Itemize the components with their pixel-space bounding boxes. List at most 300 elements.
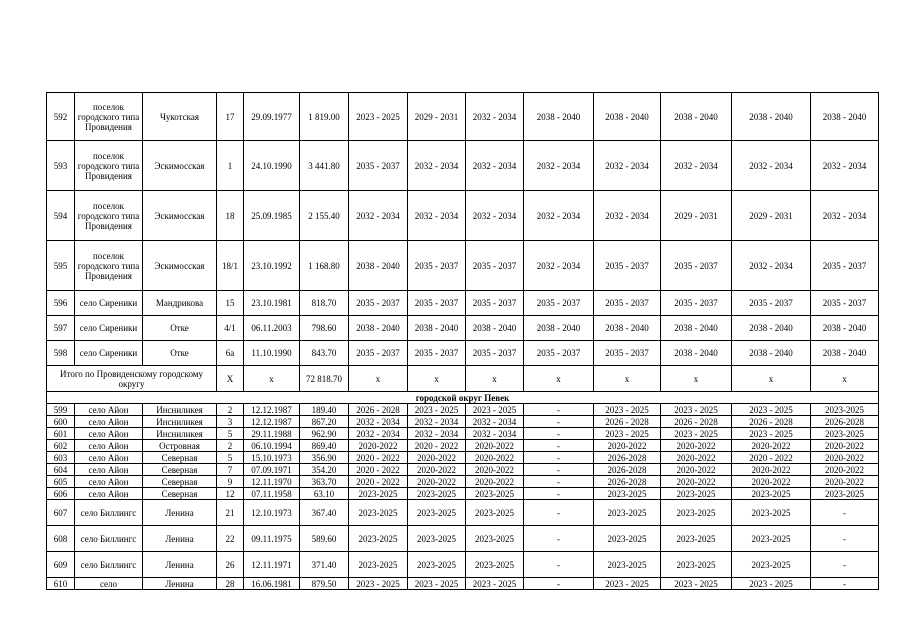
period-cell: 2023 - 2025 [594, 404, 661, 416]
period-cell: 2023 - 2025 [349, 578, 408, 590]
house-number: 1 [217, 141, 244, 191]
period-cell: 2029 - 2031 [732, 191, 811, 241]
period-cell: 2020-2022 [466, 476, 524, 488]
period-cell: 2035 - 2037 [732, 291, 811, 316]
period-cell: 2026 - 2028 [349, 404, 408, 416]
table-row [47, 488, 879, 500]
period-cell: 2026-2028 [594, 464, 661, 476]
period-cell: 2023-2025 [661, 488, 732, 500]
period-cell: 2023-2025 [661, 526, 732, 552]
street: Отке [143, 316, 217, 341]
commission-date: 23.10.1981 [244, 291, 300, 316]
settlement: поселок городского типа Провидения [75, 93, 143, 141]
house-number: 7 [217, 464, 244, 476]
settlement: село [75, 578, 143, 590]
area: 3 441.80 [300, 141, 349, 191]
period-cell: 2035 - 2037 [408, 341, 466, 366]
area: 189.40 [300, 404, 349, 416]
period-cell: 2035 - 2037 [661, 241, 732, 291]
commission-date: 07.09.1971 [244, 464, 300, 476]
row-number: 592 [47, 93, 75, 141]
period-cell: 2032 - 2034 [466, 416, 524, 428]
period-cell: 2032 - 2034 [466, 428, 524, 440]
period-cell: 2032 - 2034 [594, 191, 661, 241]
total-period-cell: x [408, 366, 466, 392]
house-number: 26 [217, 552, 244, 578]
area: 843.70 [300, 341, 349, 366]
commission-date: 25.09.1985 [244, 191, 300, 241]
period-cell: 2035 - 2037 [466, 291, 524, 316]
total-period-cell: x [349, 366, 408, 392]
period-cell: 2020-2022 [661, 440, 732, 452]
total-period-cell: x [732, 366, 811, 392]
settlement: село Сиреники [75, 341, 143, 366]
period-cell: - [524, 440, 594, 452]
period-cell: 2020 - 2022 [408, 440, 466, 452]
period-cell: 2035 - 2037 [349, 291, 408, 316]
period-cell: 2038 - 2040 [594, 93, 661, 141]
total-house: X [217, 366, 244, 392]
commission-date: 12.12.1987 [244, 404, 300, 416]
row-number: 603 [47, 452, 75, 464]
period-cell: 2023-2025 [732, 526, 811, 552]
table-row [47, 291, 879, 316]
period-cell: 2020-2022 [408, 464, 466, 476]
row-number: 600 [47, 416, 75, 428]
period-cell: - [811, 578, 879, 590]
period-cell: 2038 - 2040 [408, 316, 466, 341]
period-cell: - [811, 552, 879, 578]
period-cell: 2038 - 2040 [732, 93, 811, 141]
period-cell: 2035 - 2037 [524, 291, 594, 316]
table-row [47, 241, 879, 291]
period-cell: 2020-2022 [466, 464, 524, 476]
row-number: 599 [47, 404, 75, 416]
period-cell: 2020-2022 [466, 440, 524, 452]
period-cell: - [811, 526, 879, 552]
period-cell: 2035 - 2037 [594, 241, 661, 291]
period-cell: 2032 - 2034 [524, 141, 594, 191]
period-cell: 2038 - 2040 [661, 341, 732, 366]
commission-date: 07.11.1958 [244, 488, 300, 500]
period-cell: 2032 - 2034 [732, 141, 811, 191]
period-cell: 2023-2025 [811, 488, 879, 500]
period-cell: 2038 - 2040 [811, 93, 879, 141]
table-body [47, 93, 879, 590]
period-cell: 2035 - 2037 [524, 341, 594, 366]
settlement: поселок городского типа Провидения [75, 241, 143, 291]
house-number: 2 [217, 404, 244, 416]
area: 589.60 [300, 526, 349, 552]
settlement: село Биллингс [75, 526, 143, 552]
row-number: 596 [47, 291, 75, 316]
commission-date: 29.09.1977 [244, 93, 300, 141]
commission-date: 16.06.1981 [244, 578, 300, 590]
period-cell: - [524, 500, 594, 526]
period-cell: - [524, 452, 594, 464]
row-number: 608 [47, 526, 75, 552]
table-row [47, 341, 879, 366]
period-cell: 2023 - 2025 [466, 578, 524, 590]
street: Эскимосская [143, 141, 217, 191]
period-cell: 2038 - 2040 [811, 341, 879, 366]
period-cell: - [524, 416, 594, 428]
street: Инсниликея [143, 416, 217, 428]
commission-date: 15.10.1973 [244, 452, 300, 464]
street: Северная [143, 476, 217, 488]
period-cell: 2023-2025 [594, 526, 661, 552]
table-row [47, 141, 879, 191]
table-row [47, 452, 879, 464]
period-cell: 2032 - 2034 [524, 241, 594, 291]
table-row [47, 428, 879, 440]
period-cell: 2020-2022 [594, 440, 661, 452]
area: 867.20 [300, 416, 349, 428]
table-row [47, 464, 879, 476]
area: 371.40 [300, 552, 349, 578]
settlement: село Биллингс [75, 500, 143, 526]
period-cell: 2023 - 2025 [732, 404, 811, 416]
period-cell: 2023-2025 [661, 500, 732, 526]
table-row [47, 440, 879, 452]
period-cell: - [524, 476, 594, 488]
period-cell: 2032 - 2034 [466, 141, 524, 191]
period-cell: 2023 - 2025 [594, 428, 661, 440]
table-row [47, 552, 879, 578]
area: 962.90 [300, 428, 349, 440]
settlement: поселок городского типа Провидения [75, 191, 143, 241]
period-cell: 2035 - 2037 [661, 291, 732, 316]
period-cell: 2038 - 2040 [466, 316, 524, 341]
area: 818.70 [300, 291, 349, 316]
period-cell: 2020-2022 [661, 452, 732, 464]
row-number: 597 [47, 316, 75, 341]
area: 363.70 [300, 476, 349, 488]
period-cell: 2032 - 2034 [466, 93, 524, 141]
period-cell: - [524, 578, 594, 590]
period-cell: 2023-2025 [594, 488, 661, 500]
commission-date: 24.10.1990 [244, 141, 300, 191]
period-cell: 2035 - 2037 [466, 341, 524, 366]
period-cell: 2038 - 2040 [524, 93, 594, 141]
commission-date: 09.11.1975 [244, 526, 300, 552]
period-cell: 2023-2025 [594, 500, 661, 526]
period-cell: 2020 - 2022 [349, 464, 408, 476]
settlement: село Айон [75, 440, 143, 452]
period-cell: 2023 - 2025 [661, 578, 732, 590]
period-cell: 2023-2025 [349, 488, 408, 500]
period-cell: 2023-2025 [349, 500, 408, 526]
area: 367.40 [300, 500, 349, 526]
period-cell: 2035 - 2037 [466, 241, 524, 291]
area: 798.60 [300, 316, 349, 341]
street: Ленина [143, 500, 217, 526]
period-cell: 2038 - 2040 [732, 316, 811, 341]
commission-date: 06.10.1994 [244, 440, 300, 452]
period-cell: - [811, 500, 879, 526]
period-cell: 2032 - 2034 [661, 141, 732, 191]
street: Северная [143, 488, 217, 500]
street: Северная [143, 464, 217, 476]
period-cell: 2023 - 2025 [594, 578, 661, 590]
settlement: село Айон [75, 452, 143, 464]
period-cell: 2023-2025 [349, 526, 408, 552]
period-cell: 2023-2025 [466, 488, 524, 500]
row-number: 610 [47, 578, 75, 590]
period-cell: 2023-2025 [408, 488, 466, 500]
settlement: село Айон [75, 416, 143, 428]
period-cell: 2038 - 2040 [349, 241, 408, 291]
period-cell: 2032 - 2034 [349, 191, 408, 241]
period-cell: 2023-2025 [349, 552, 408, 578]
house-number: 2 [217, 440, 244, 452]
period-cell: 2020-2022 [466, 452, 524, 464]
row-number: 605 [47, 476, 75, 488]
table-row [47, 578, 879, 590]
commission-date: 29.11.1988 [244, 428, 300, 440]
period-cell: 2026-2028 [594, 476, 661, 488]
period-cell: 2023-2025 [466, 552, 524, 578]
street: Ленина [143, 578, 217, 590]
row-number: 607 [47, 500, 75, 526]
area: 63.10 [300, 488, 349, 500]
settlement: село Айон [75, 488, 143, 500]
house-number: 18/1 [217, 241, 244, 291]
period-cell: 2020 - 2022 [732, 452, 811, 464]
period-cell: 2026-2028 [594, 452, 661, 464]
street: Ленина [143, 526, 217, 552]
commission-date: 12.12.1987 [244, 416, 300, 428]
period-cell: 2032 - 2034 [524, 191, 594, 241]
period-cell: 2032 - 2034 [466, 191, 524, 241]
period-cell: 2032 - 2034 [349, 416, 408, 428]
period-cell: 2023-2025 [811, 428, 879, 440]
period-cell: 2023 - 2025 [408, 578, 466, 590]
house-number: 17 [217, 93, 244, 141]
document-page [46, 92, 878, 590]
table-row [47, 416, 879, 428]
period-cell: 2032 - 2034 [811, 191, 879, 241]
period-cell: 2035 - 2037 [349, 341, 408, 366]
area: 354.20 [300, 464, 349, 476]
table-row [47, 191, 879, 241]
period-cell: 2038 - 2040 [811, 316, 879, 341]
period-cell: 2035 - 2037 [594, 341, 661, 366]
section-title: городской округ Певек [47, 392, 879, 404]
period-cell: 2026-2028 [811, 416, 879, 428]
total-area: 72 818.70 [300, 366, 349, 392]
total-date: x [244, 366, 300, 392]
period-cell: 2023 - 2025 [466, 404, 524, 416]
period-cell: - [524, 488, 594, 500]
street: Северная [143, 452, 217, 464]
period-cell: 2038 - 2040 [594, 316, 661, 341]
period-cell: 2023-2025 [408, 500, 466, 526]
period-cell: 2020-2022 [811, 476, 879, 488]
settlement: село Айон [75, 404, 143, 416]
row-number: 595 [47, 241, 75, 291]
settlement: село Биллингс [75, 552, 143, 578]
street: Чукотская [143, 93, 217, 141]
period-cell: 2023 - 2025 [349, 93, 408, 141]
period-cell: 2020-2022 [732, 464, 811, 476]
area: 869.40 [300, 440, 349, 452]
repair-schedule-table [46, 92, 879, 590]
commission-date: 06.11.2003 [244, 316, 300, 341]
period-cell: 2020-2022 [349, 440, 408, 452]
row-number: 601 [47, 428, 75, 440]
period-cell: 2023-2025 [732, 500, 811, 526]
row-number: 604 [47, 464, 75, 476]
period-cell: - [524, 526, 594, 552]
table-row [47, 93, 879, 141]
street: Мандрикова [143, 291, 217, 316]
period-cell: 2038 - 2040 [661, 93, 732, 141]
house-number: 5 [217, 452, 244, 464]
period-cell: 2035 - 2037 [811, 291, 879, 316]
street: Ленина [143, 552, 217, 578]
house-number: 28 [217, 578, 244, 590]
row-number: 606 [47, 488, 75, 500]
table-row [47, 526, 879, 552]
area: 356.90 [300, 452, 349, 464]
house-number: 5 [217, 428, 244, 440]
period-cell: 2032 - 2034 [349, 428, 408, 440]
area: 1 819.00 [300, 93, 349, 141]
settlement: село Айон [75, 428, 143, 440]
house-number: 18 [217, 191, 244, 241]
period-cell: - [524, 428, 594, 440]
section-header-row [47, 392, 879, 404]
period-cell: 2020-2022 [811, 464, 879, 476]
period-cell: 2026 - 2028 [732, 416, 811, 428]
row-number: 598 [47, 341, 75, 366]
total-period-cell: x [811, 366, 879, 392]
commission-date: 23.10.1992 [244, 241, 300, 291]
period-cell: 2023-2025 [594, 552, 661, 578]
area: 1 168.80 [300, 241, 349, 291]
table-row [47, 476, 879, 488]
street: Отке [143, 341, 217, 366]
period-cell: 2020-2022 [661, 476, 732, 488]
period-cell: 2023 - 2025 [661, 428, 732, 440]
period-cell: 2032 - 2034 [408, 416, 466, 428]
commission-date: 12.11.1970 [244, 476, 300, 488]
settlement: село Сиреники [75, 316, 143, 341]
street: Инсниликея [143, 428, 217, 440]
period-cell: 2035 - 2037 [594, 291, 661, 316]
period-cell: 2020-2022 [408, 476, 466, 488]
period-cell: 2035 - 2037 [408, 241, 466, 291]
period-cell: 2038 - 2040 [524, 316, 594, 341]
period-cell: 2029 - 2031 [661, 191, 732, 241]
street: Островная [143, 440, 217, 452]
period-cell: - [524, 404, 594, 416]
period-cell: 2023-2025 [661, 552, 732, 578]
row-number: 594 [47, 191, 75, 241]
street: Эскимосская [143, 191, 217, 241]
total-label: Итого по Провиденскому городскому округу [47, 366, 217, 392]
period-cell: 2023-2025 [732, 552, 811, 578]
row-number: 593 [47, 141, 75, 191]
street: Эскимосская [143, 241, 217, 291]
period-cell: 2032 - 2034 [732, 241, 811, 291]
period-cell: 2026 - 2028 [594, 416, 661, 428]
period-cell: 2020 - 2022 [349, 452, 408, 464]
period-cell: 2020-2022 [811, 440, 879, 452]
period-cell: 2023 - 2025 [661, 404, 732, 416]
period-cell: 2038 - 2040 [732, 341, 811, 366]
period-cell: 2038 - 2040 [661, 316, 732, 341]
period-cell: 2038 - 2040 [349, 316, 408, 341]
row-number: 602 [47, 440, 75, 452]
period-cell: 2020-2022 [811, 452, 879, 464]
period-cell: 2020-2022 [408, 452, 466, 464]
table-row [47, 500, 879, 526]
period-cell: 2023-2025 [732, 488, 811, 500]
commission-date: 12.10.1973 [244, 500, 300, 526]
period-cell: 2032 - 2034 [811, 141, 879, 191]
period-cell: 2032 - 2034 [594, 141, 661, 191]
period-cell: 2026 - 2028 [661, 416, 732, 428]
row-number: 609 [47, 552, 75, 578]
period-cell: 2035 - 2037 [349, 141, 408, 191]
house-number: 3 [217, 416, 244, 428]
commission-date: 12.11.1971 [244, 552, 300, 578]
period-cell: 2035 - 2037 [811, 241, 879, 291]
period-cell: 2020-2022 [661, 464, 732, 476]
settlement: село Айон [75, 464, 143, 476]
period-cell: 2023-2025 [466, 500, 524, 526]
period-cell: 2035 - 2037 [408, 291, 466, 316]
house-number: 9 [217, 476, 244, 488]
total-period-cell: x [661, 366, 732, 392]
house-number: 22 [217, 526, 244, 552]
period-cell: 2023 - 2025 [732, 578, 811, 590]
period-cell: 2020-2022 [732, 476, 811, 488]
period-cell: 2032 - 2034 [408, 191, 466, 241]
period-cell: 2020-2022 [732, 440, 811, 452]
total-period-cell: x [524, 366, 594, 392]
period-cell: 2023-2025 [811, 404, 879, 416]
table-row [47, 404, 879, 416]
house-number: 15 [217, 291, 244, 316]
area: 879.50 [300, 578, 349, 590]
house-number: 6а [217, 341, 244, 366]
settlement: поселок городского типа Провидения [75, 141, 143, 191]
table-row [47, 316, 879, 341]
period-cell: - [524, 464, 594, 476]
period-cell: 2023-2025 [408, 552, 466, 578]
settlement: село Сиреники [75, 291, 143, 316]
period-cell: 2029 - 2031 [408, 93, 466, 141]
period-cell: - [524, 552, 594, 578]
street: Инсниликея [143, 404, 217, 416]
commission-date: 11.10.1990 [244, 341, 300, 366]
period-cell: 2023 - 2025 [408, 404, 466, 416]
period-cell: 2020 - 2022 [349, 476, 408, 488]
total-row [47, 366, 879, 392]
total-period-cell: x [594, 366, 661, 392]
period-cell: 2023-2025 [466, 526, 524, 552]
period-cell: 2032 - 2034 [408, 428, 466, 440]
total-period-cell: x [466, 366, 524, 392]
house-number: 4/1 [217, 316, 244, 341]
period-cell: 2023 - 2025 [732, 428, 811, 440]
period-cell: 2032 - 2034 [408, 141, 466, 191]
settlement: село Айон [75, 476, 143, 488]
house-number: 21 [217, 500, 244, 526]
